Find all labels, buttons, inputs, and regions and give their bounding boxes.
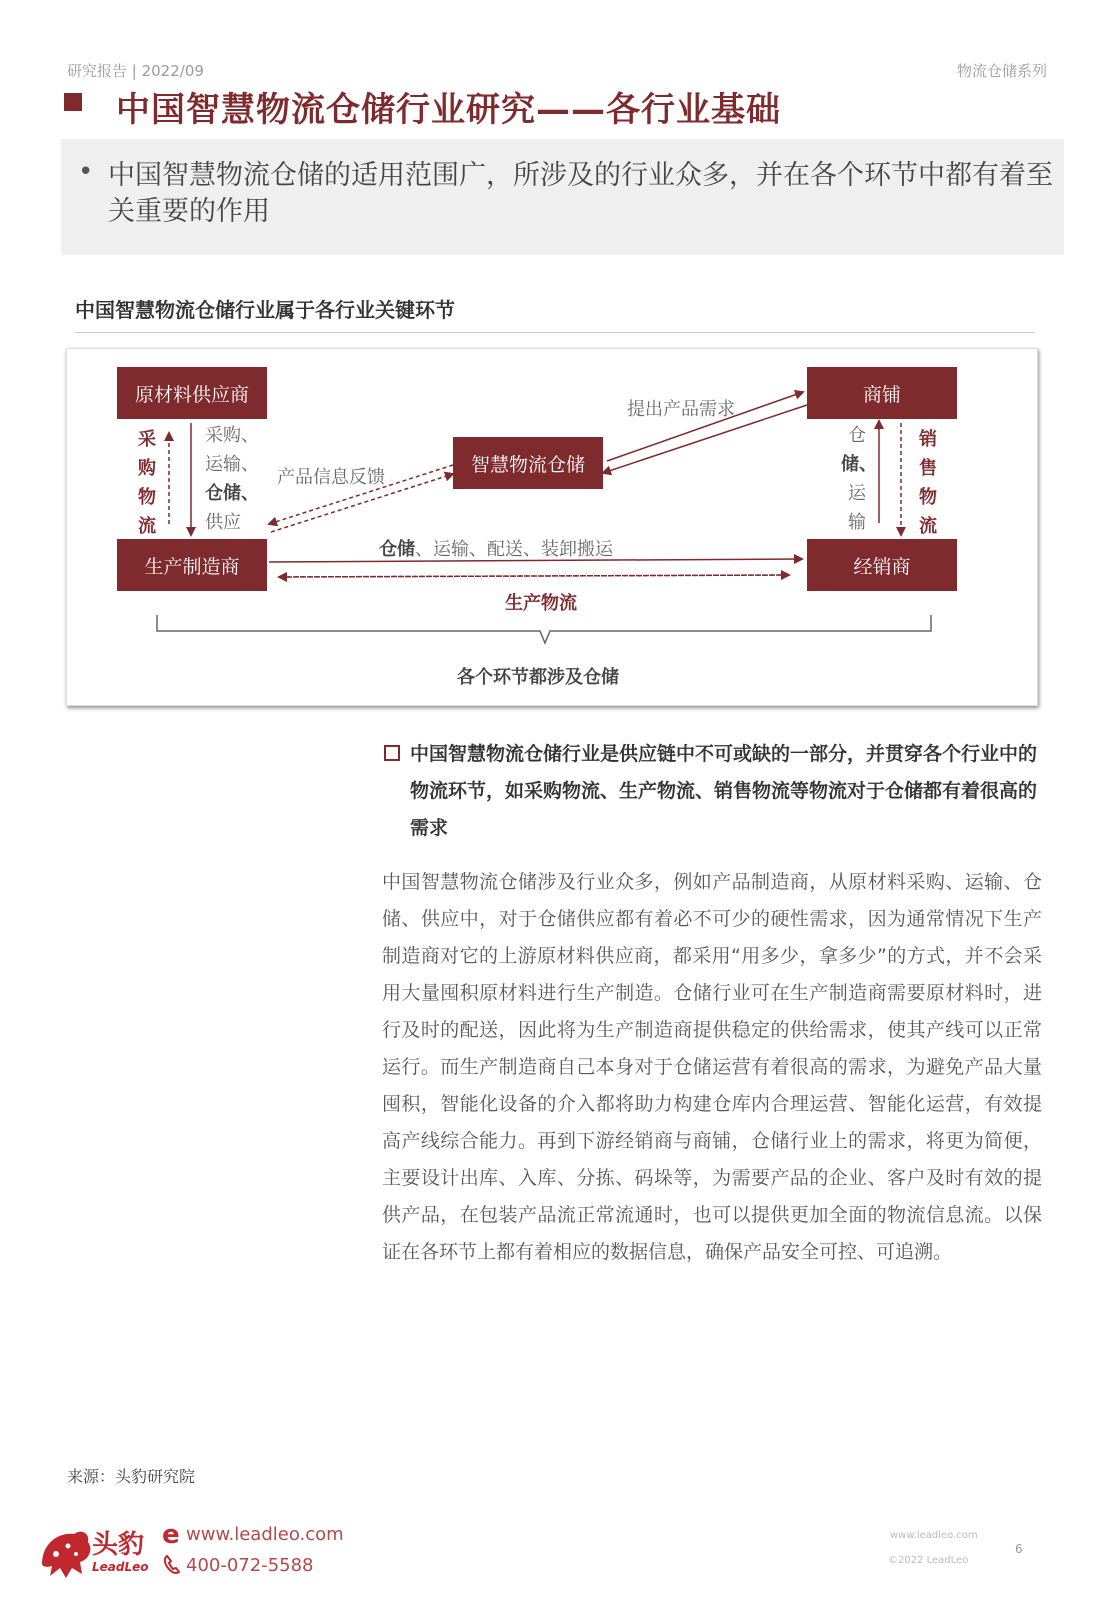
procurement-logistics-label: 采 购 物 流 <box>138 429 156 537</box>
summary-text: 中国智慧物流仓储的适用范围广，所涉及的行业众多，并在各个环节中都有着至关重要的作用 <box>108 160 1053 227</box>
supplier-activities-list: 采购、 运输、 仓储、 供应 <box>205 425 259 533</box>
web-icon: e <box>162 1520 180 1550</box>
sales-logistics-label: 销 售 物 流 <box>919 429 937 537</box>
checkbox-bullet-icon <box>384 745 400 761</box>
distributor-node: 经销商 <box>807 539 957 591</box>
supplier-node: 原材料供应商 <box>117 367 267 419</box>
footer-website-link[interactable]: www.leadleo.com <box>186 1524 344 1545</box>
report-header-label: 研究报告 | 2022/09 <box>67 62 204 80</box>
subheading: 中国智慧物流仓储行业是供应链中不可或缺的一部分，并贯穿各个行业中的物流环节，如采购物流、生产物流、销售物流等物流对于仓储都有着很高的需求 <box>410 743 1038 839</box>
page-title: 中国智慧物流仓储行业研究——各行业基础 <box>116 90 781 130</box>
store-activities-list: 仓 储、 运 输 <box>841 425 877 533</box>
demand-label: 提出产品需求 <box>627 399 735 420</box>
figure-divider <box>75 332 1035 333</box>
title-marker <box>64 93 82 111</box>
diagram-bottom-label: 各个环节都涉及仓储 <box>457 667 619 688</box>
summary-bullet: • <box>78 157 94 187</box>
body-paragraph: 中国智慧物流仓储涉及行业众多，例如产品制造商，从原材料采购、运输、仓储、供应中，对于仓储供应都有着必不可少的硬性需求，因为通常情况下生产制造商对它的上游原材料供应商，都采用“用多少，拿多少”的方式，并不会采用大量囤积原材料进行生产制造。仓储行业可在生产制造商需要原材料时，进行及时的配送，因此将为生产制造商提供稳定的供给需求，使其产线可以正常运行。而生产制造商自己本身对于仓储运营有着很高的需求，为避免产品大量囤积，智能化设备的介入都将助力构建仓库内合理运营、智能化运营，有效提高产线综合能力。再到下游经销商与商铺，仓储行业上的需求，将更为简便，主要设计出库、入库、分拣、码垛等，为需要产品的企业、客户及时有效的提供产品，在包装产品流正常流通时，也可以提供更加全面的物流信息流。以保证在各环节上都有着相应的数据信息，确保产品安全可控、可追溯。 <box>382 871 1042 1263</box>
warehouse-node: 智慧物流仓储 <box>453 437 603 489</box>
footer-copyright: ©2022 LeadLeo <box>888 1555 969 1566</box>
feedback-label: 产品信息反馈 <box>277 467 385 488</box>
figure-title: 中国智慧物流仓储行业属于各行业关键环节 <box>75 298 455 322</box>
page-number: 6 <box>1015 1542 1023 1556</box>
series-label: 物流仓储系列 <box>956 62 1047 80</box>
footer-phone: 400-072-5588 <box>186 1555 314 1576</box>
leopard-logo-icon <box>36 1524 96 1584</box>
logo-en-text: LeadLeo <box>92 1560 149 1574</box>
store-node: 商铺 <box>807 367 957 419</box>
middle-flow-label: 仓储、运输、配送、装卸搬运 <box>379 539 613 560</box>
source-note: 来源：头豹研究院 <box>67 1467 196 1486</box>
logo-cn-text: 头豹 <box>92 1530 145 1560</box>
phone-icon <box>162 1553 182 1575</box>
supply-chain-diagram <box>66 348 1038 706</box>
footer-right-url: www.leadleo.com <box>890 1530 978 1541</box>
manufacturer-node: 生产制造商 <box>117 539 267 591</box>
production-logistics-label: 生产物流 <box>505 593 577 614</box>
bottom-brace <box>157 615 931 643</box>
production-logistics-left-arrow <box>279 575 789 577</box>
